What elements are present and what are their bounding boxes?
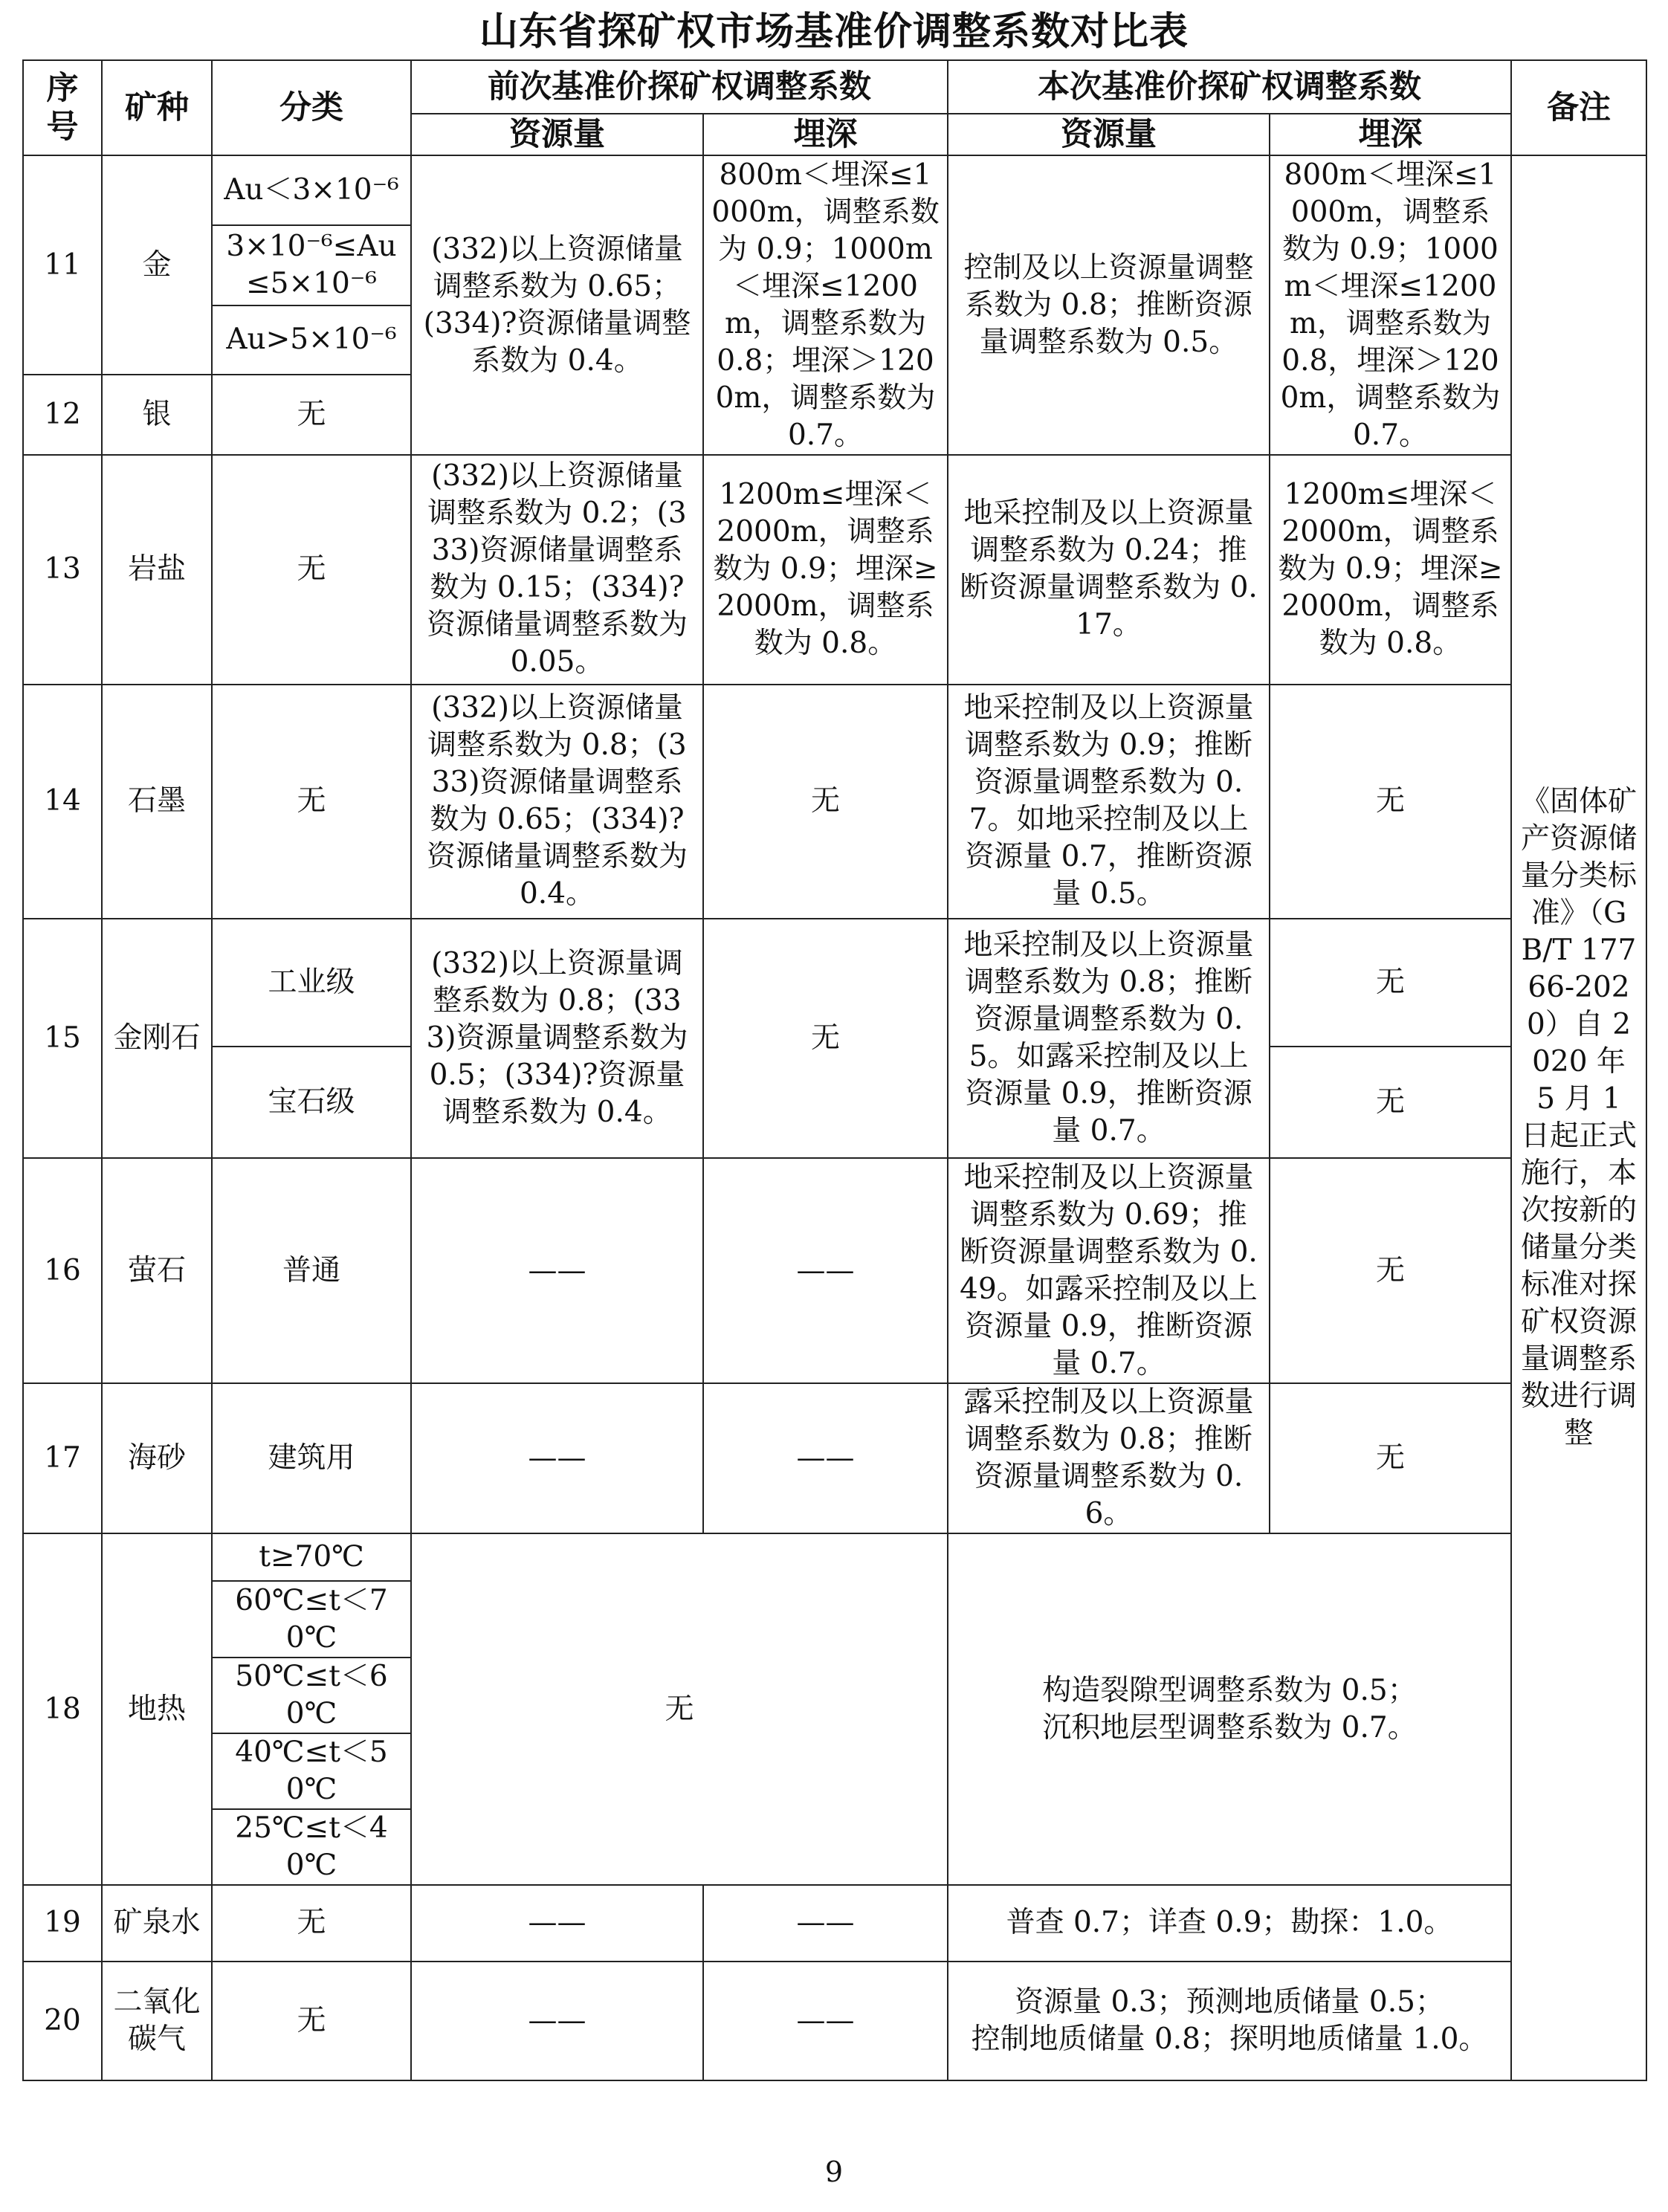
row-prev-resource: —— [411,1962,703,2080]
row-cur-resource: 地采控制及以上资源量调整系数为 0.24；推断资源量调整系数为 0.17。 [948,455,1270,685]
row-prev-depth: —— [703,1962,948,2080]
row-mineral: 海砂 [102,1383,212,1533]
row-prev-resource: —— [411,1383,703,1533]
row-category: 无 [212,1885,411,1961]
row-category: 无 [212,455,411,685]
table-row [23,155,1646,224]
row-category: 无 [212,375,411,455]
row-category: 无 [212,685,411,919]
row-index: 20 [23,1962,102,2080]
header-remark: 备注 [1511,60,1646,155]
row-prev-resource: (332)以上资源储量调整系数为 0.65；(334)?资源储量调整系数为 0.4。 [411,155,703,455]
header-cur-depth: 埋深 [1270,114,1511,155]
header-cur-resource: 资源量 [948,114,1270,155]
row-cur-combined: 普查 0.7；详查 0.9；勘探：1.0。 [948,1885,1511,1961]
row-prev-resource: (332)以上资源量调整系数为 0.8；(333)资源量调整系数为 0.5；(334)?资源量调整系数为 0.4。 [411,919,703,1159]
row-mineral: 萤石 [102,1158,212,1383]
row-cur-line: 构造裂隙型调整系数为 0.5； [1042,1673,1417,1707]
row-mineral: 矿泉水 [102,1885,212,1961]
header-previous: 前次基准价探矿权调整系数 [411,60,948,114]
row-category: 普通 [212,1158,411,1383]
row-prev-depth: 无 [703,685,948,919]
row-prev-combined: 无 [411,1533,948,1885]
row-index: 13 [23,455,102,685]
header-prev-depth: 埋深 [703,114,948,155]
row-prev-resource: (332)以上资源储量调整系数为 0.8；(333)资源储量调整系数为 0.65；(334)?资源储量调整系数为 0.4。 [411,685,703,919]
header-current: 本次基准价探矿权调整系数 [948,60,1511,114]
table-row [23,1962,1646,2080]
row-cur-depth: 800m＜埋深≤1000m，调整系数为 0.9；1000m＜埋深≤1200m，调整系数为 0.8，埋深＞1200m，调整系数为 0.7。 [1270,155,1511,455]
row-category: t≥70℃ [212,1533,411,1581]
row-index: 15 [23,919,102,1159]
row-cur-resource: 露采控制及以上资源量调整系数为 0.8；推断资源量调整系数为 0.6。 [948,1383,1270,1533]
row-prev-depth: 无 [703,919,948,1159]
row-category: 3×10⁻⁶≤Au≤5×10⁻⁶ [212,225,411,305]
row-category: 25℃≤t＜40℃ [212,1809,411,1885]
row-cur-depth: 无 [1270,685,1511,919]
row-category: 50℃≤t＜60℃ [212,1658,411,1733]
row-prev-depth: —— [703,1885,948,1961]
row-category: Au>5×10⁻⁶ [212,305,411,375]
row-prev-resource: (332)以上资源储量调整系数为 0.2；(333)资源储量调整系数为 0.15；(334)?资源储量调整系数为 0.05。 [411,455,703,685]
row-mineral: 地热 [102,1533,212,1885]
row-cur-resource: 地采控制及以上资源量调整系数为 0.8；推断资源量调整系数为 0.5。如露采控制及以上资源量 0.9，推断资源量 0.7。 [948,919,1270,1159]
row-index: 12 [23,375,102,455]
comparison-table [22,59,1647,2081]
row-category: 宝石级 [212,1047,411,1158]
header-prev-resource: 资源量 [411,114,703,155]
table-row [23,685,1646,919]
row-mineral: 金 [102,155,212,375]
remark-cell: 《固体矿产资源储量分类标准》（GB/T 17766-2020）自 2020 年 5 月 1 日起正式施行，本次按新的储量分类标准对探矿权资源量调整系数进行调整 [1511,155,1646,2080]
row-mineral: 二氧化碳气 [102,1962,212,2080]
row-category: 60℃≤t＜70℃ [212,1581,411,1657]
row-cur-combined [948,1962,1511,2080]
row-category: 40℃≤t＜50℃ [212,1733,411,1809]
row-prev-resource: —— [411,1885,703,1961]
row-index: 14 [23,685,102,919]
row-mineral: 石墨 [102,685,212,919]
row-cur-line: 沉积地层型调整系数为 0.7。 [1042,1710,1417,1744]
row-index: 17 [23,1383,102,1533]
header-row [23,60,1646,114]
row-index: 11 [23,155,102,375]
row-cur-line: 控制地质储量 0.8；探明地质储量 1.0。 [971,2022,1488,2056]
header-index: 序号 [23,60,102,155]
table-row [23,1158,1646,1383]
row-cur-combined [948,1533,1511,1885]
row-index: 16 [23,1158,102,1383]
row-cur-line: 资源量 0.3；预测地质储量 0.5； [1015,1985,1444,2019]
header-category: 分类 [212,60,411,155]
row-cur-depth: 无 [1270,1158,1511,1383]
table-row [23,919,1646,1047]
page-title: 山东省探矿权市场基准价调整系数对比表 [479,9,1189,54]
row-prev-depth: 800m＜埋深≤1000m，调整系数为 0.9；1000m＜埋深≤1200m，调整系数为 0.8；埋深＞1200m，调整系数为 0.7。 [703,155,948,455]
row-mineral: 岩盐 [102,455,212,685]
table-row [23,1533,1646,1581]
page-number: 9 [824,2156,844,2188]
row-mineral: 金刚石 [102,919,212,1159]
row-prev-depth: —— [703,1383,948,1533]
row-cur-resource: 地采控制及以上资源量调整系数为 0.69；推断资源量调整系数为 0.49。如露采控制及以上资源量 0.9，推断资源量 0.7。 [948,1158,1270,1383]
row-prev-resource: —— [411,1158,703,1383]
table-row [23,1885,1646,1961]
row-prev-depth: 1200m≤埋深＜2000m，调整系数为 0.9；埋深≥2000m，调整系数为 0.8。 [703,455,948,685]
row-cur-depth: 无 [1270,919,1511,1047]
row-cur-depth: 1200m≤埋深＜2000m，调整系数为 0.9；埋深≥2000m，调整系数为 0.8。 [1270,455,1511,685]
row-cur-depth: 无 [1270,1047,1511,1158]
row-category: 无 [212,1962,411,2080]
row-index: 18 [23,1533,102,1885]
row-cur-resource: 控制及以上资源量调整系数为 0.8；推断资源量调整系数为 0.5。 [948,155,1270,455]
row-mineral: 银 [102,375,212,455]
header-mineral: 矿种 [102,60,212,155]
row-cur-resource: 地采控制及以上资源量调整系数为 0.9；推断资源量调整系数为 0.7。如地采控制及以上资源量 0.7，推断资源量 0.5。 [948,685,1270,919]
row-prev-depth: —— [703,1158,948,1383]
row-category: 建筑用 [212,1383,411,1533]
row-cur-depth: 无 [1270,1383,1511,1533]
row-category: 工业级 [212,919,411,1047]
row-category: Au＜3×10⁻⁶ [212,155,411,224]
table-row [23,455,1646,685]
table-row [23,1383,1646,1533]
row-index: 19 [23,1885,102,1961]
